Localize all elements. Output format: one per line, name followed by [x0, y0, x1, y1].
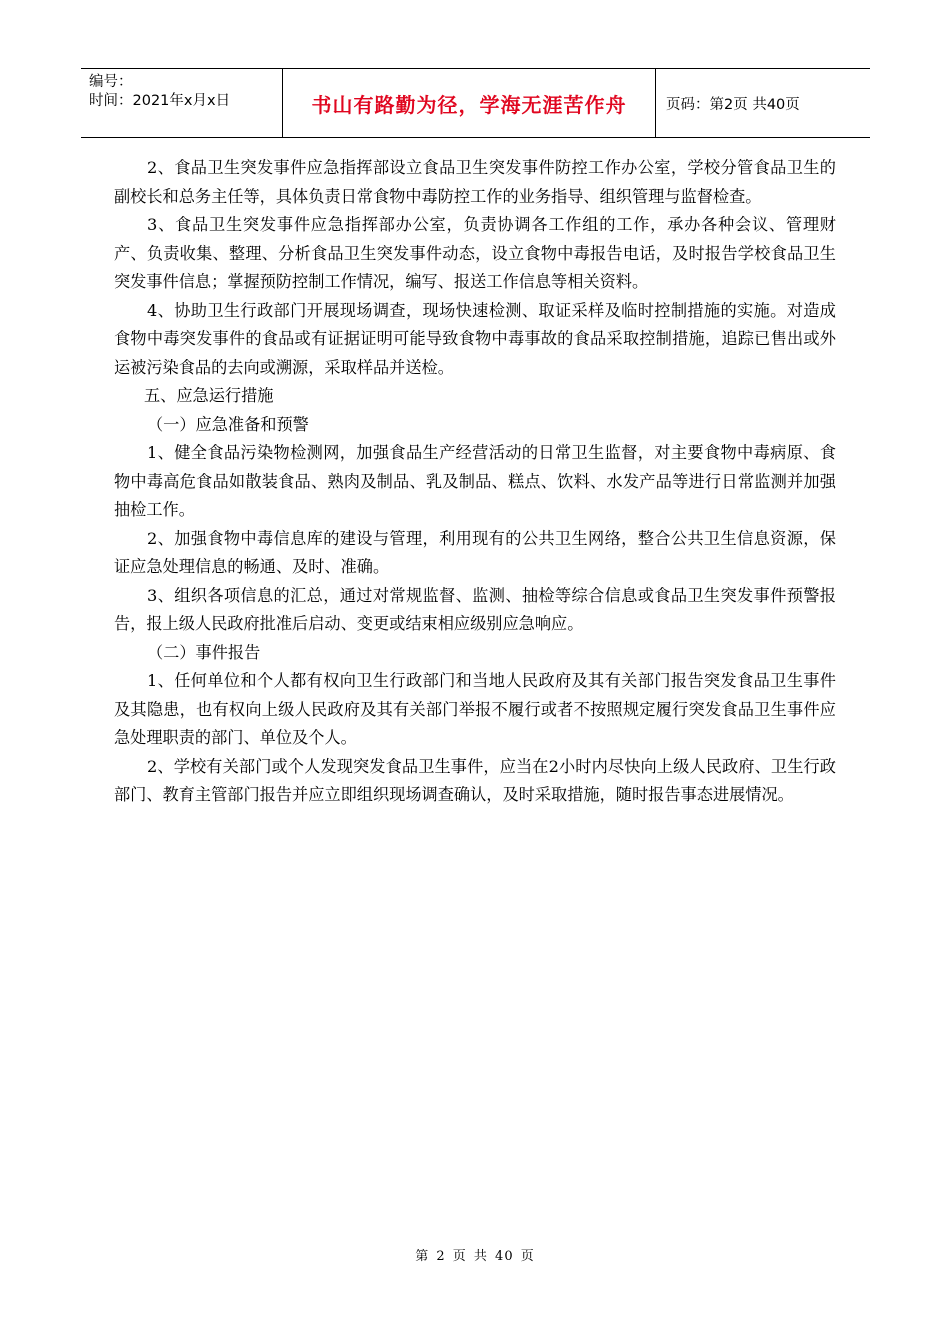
paragraph: 3、食品卫生突发事件应急指挥部办公室，负责协调各工作组的工作，承办各种会议、管理财产、负责收集、整理、分析食品卫生突发事件动态，设立食物中毒报告电话，及时报告学校食品卫生突发事件信息；掌握预防控制工作情况，编写、报送工作信息等相关资料。	[114, 215, 836, 291]
paragraph: 1、任何单位和个人都有权向卫生行政部门和当地人民政府及其有关部门报告突发食品卫生事件及其隐患，也有权向上级人民政府及其有关部门举报不履行或者不按照规定履行突发食品卫生事件应急处理职责的部门、单位及个人。	[114, 671, 836, 747]
subsection-heading: （一）应急准备和预警	[147, 414, 309, 434]
paragraph: 4、协助卫生行政部门开展现场调查，现场快速检测、取证采样及临时控制措施的实施。对造成食物中毒突发事件的食品或有证据证明可能导致食物中毒事故的食品采取控制措施，追踪已售出或外运被污染食品的去向或溯源，采取样品并送检。	[114, 300, 836, 377]
footer-page-number: 第 2 页 共 40 页	[415, 1249, 535, 1264]
document-number: 编号：	[89, 74, 133, 90]
section-heading: 五、应急运行措施	[144, 386, 274, 405]
header-meta	[81, 69, 283, 137]
document-body	[114, 154, 836, 810]
paragraph: 1、健全食品污染物检测网，加强食品生产经营活动的日常卫生监督，对主要食物中毒病原、食物中毒高危食品如散装食品、熟肉及制品、乳及制品、糕点、饮料、水发产品等进行日常监测并加强抽检工作。	[114, 443, 836, 519]
document-date: 时间：2021年x月x日	[89, 93, 231, 109]
page-header	[81, 68, 870, 138]
header-page-info	[656, 69, 870, 137]
subsection-heading: （二）事件报告	[147, 642, 261, 662]
paragraph: 2、食品卫生突发事件应急指挥部设立食品卫生突发事件防控工作办公室，学校分管食品卫生的副校长和总务主任等，具体负责日常食物中毒防控工作的业务指导、组织管理与监督检查。	[114, 158, 836, 206]
paragraph: 2、学校有关部门或个人发现突发食品卫生事件，应当在2小时内尽快向上级人民政府、卫生行政部门、教育主管部门报告并应立即组织现场调查确认，及时采取措施，随时报告事态进展情况。	[114, 756, 836, 804]
page-footer	[0, 1245, 950, 1264]
motto-text: 书山有路勤为径，学海无涯苦作舟	[311, 92, 627, 117]
paragraph: 3、组织各项信息的汇总，通过对常规监督、监测、抽检等综合信息或食品卫生突发事件预警报告，报上级人民政府批准后启动、变更或结束相应级别应急响应。	[114, 585, 836, 633]
paragraph: 2、加强食物中毒信息库的建设与管理，利用现有的公共卫生网络，整合公共卫生信息资源，保证应急处理信息的畅通、及时、准确。	[114, 528, 836, 576]
page-info-text: 页码：第2页 共40页	[666, 96, 800, 113]
header-motto	[283, 69, 656, 137]
